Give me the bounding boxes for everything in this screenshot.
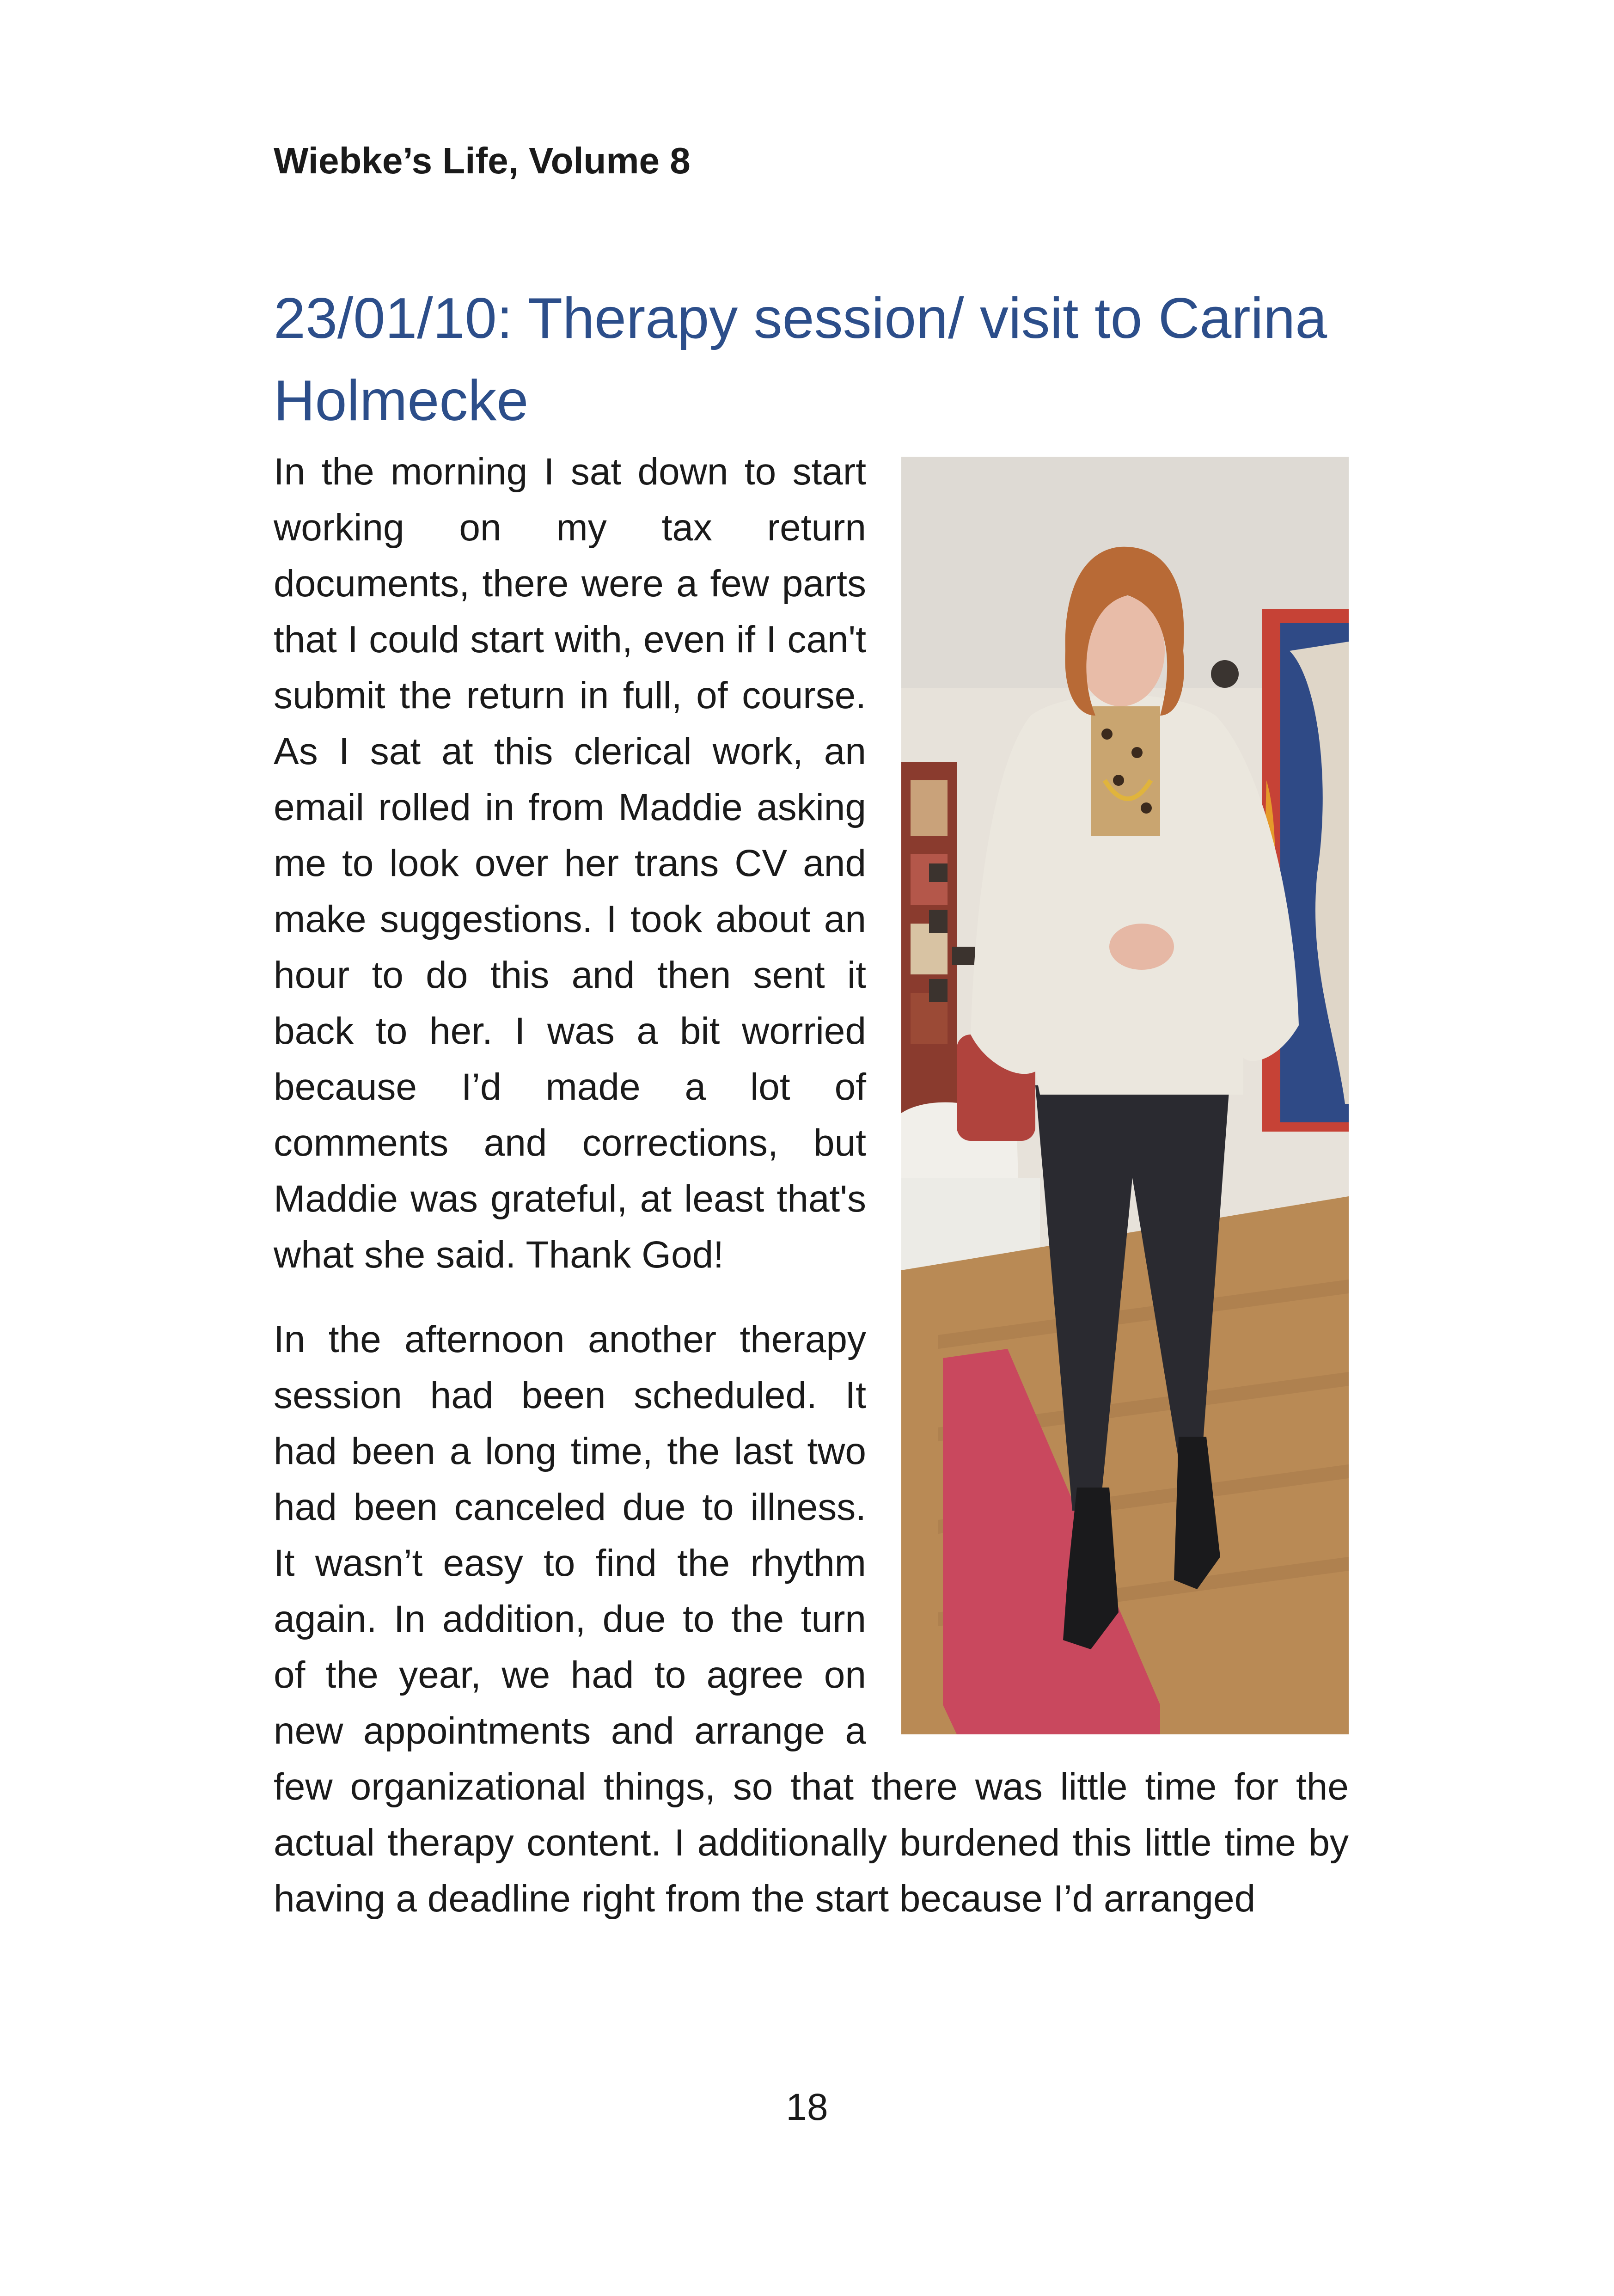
page-number: 18 bbox=[786, 2086, 828, 2128]
photo-illustration bbox=[901, 457, 1349, 1734]
running-header: Wiebke’s Life, Volume 8 bbox=[274, 140, 691, 181]
chapter-title: 23/01/10: Therapy session/ visit to Carina Holmecke bbox=[274, 287, 1327, 433]
paragraph-1: In the morning I sat down to start working on my tax return documents, there were a few parts that I could start with, even if I can't submit the return in full, of course. As I sat at this clerical work, an email rolled in from Maddie asking me to look over her trans CV and make suggestions. I took about an hour to do this and then sent it back to her. I was a bit worried because I’d made a lot of comments and corrections, but Maddie was grateful, at least that's what she said. Thank God! bbox=[274, 451, 866, 1276]
body-text bbox=[274, 444, 1349, 1955]
paragraph-2: In the afternoon another therapy session had been scheduled. It had been a long time, the last two had been canceled due to illness. It wasn’t easy to find the rhythm again. In addition, due to the turn of the year, we had to agree on new appointments and arrange a few organizational things, so that there was little time for the actual therapy content. I additionally burdened this little time by having a deadline right from the start because I’d arranged bbox=[274, 1318, 1349, 1920]
photo bbox=[901, 457, 1349, 1734]
